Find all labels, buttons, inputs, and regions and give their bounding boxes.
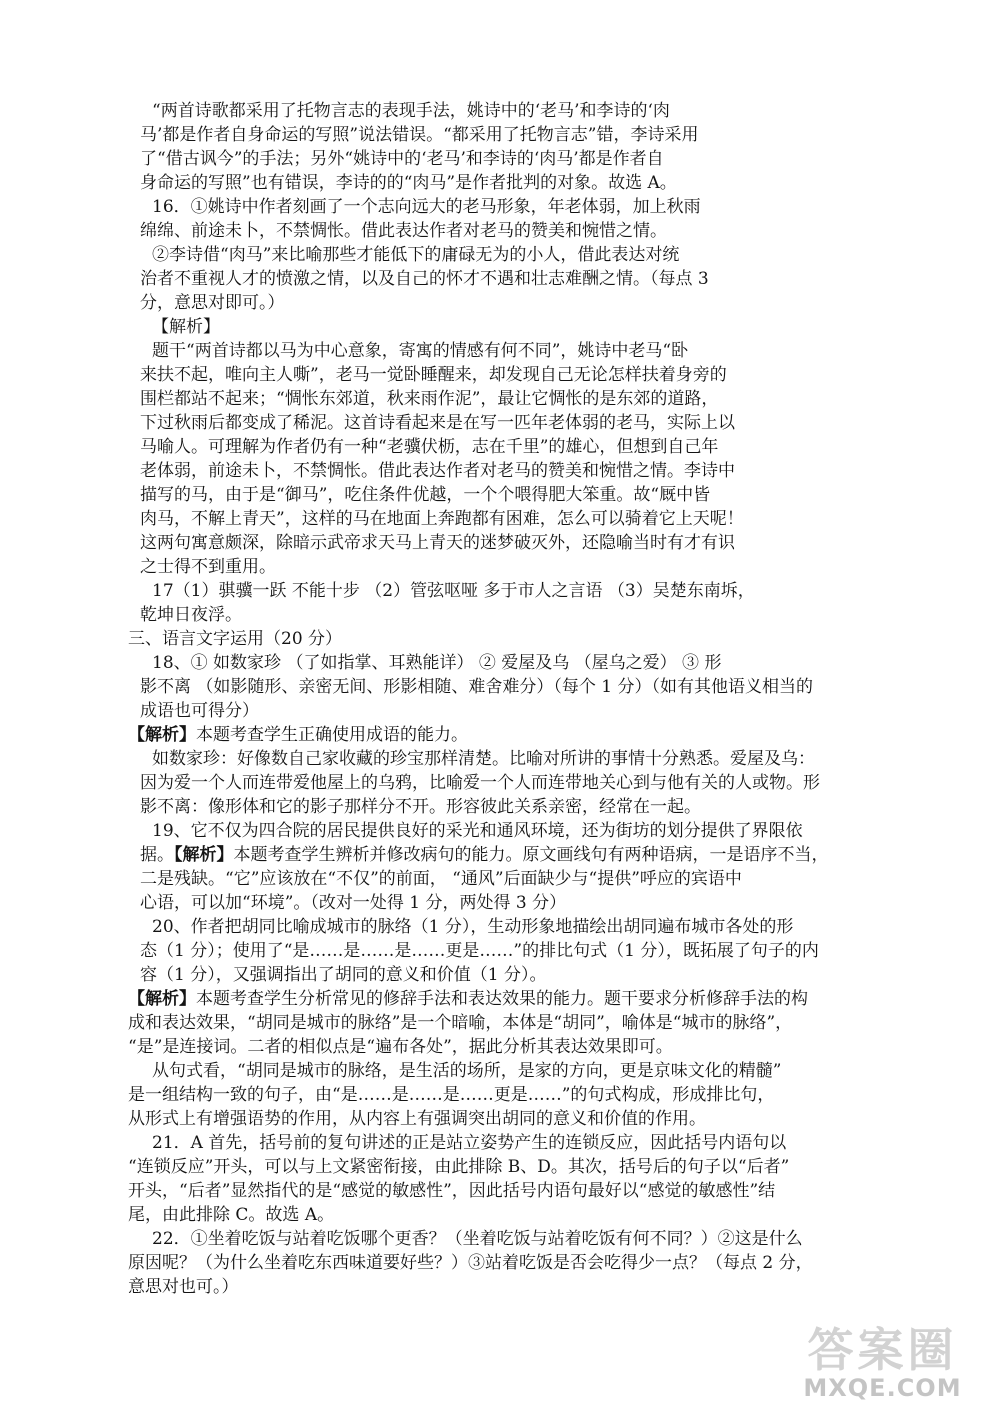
paragraph-line: 原因呢？（为什么坐着吃东西味道要好些？）③站着吃饭是否会吃得少一点？（每点 2 分， xyxy=(128,1253,813,1273)
paragraph-line: 从形式上有增强语势的作用，从内容上有强调突出胡同的意义和价值的作用。 xyxy=(128,1109,706,1129)
paragraph-line: 态（1 分）；使用了“是……是……是……更是……”的排比句式（1 分），既拓展了句子的内 xyxy=(140,941,819,961)
paragraph-line: 意思对也可。） xyxy=(128,1277,239,1297)
paragraph-line: 如数家珍：好像数自己家收藏的珍宝那样清楚。比喻对所讲的事情十分熟悉。爱屋及乌： xyxy=(152,749,815,769)
paragraph-line: 影不离 （如影随形、亲密无间、形影相随、难舍难分）（每个 1 分）（如有其他语义相当的 xyxy=(140,677,814,697)
analysis-text: 本题考查学生辨析并修改病句的能力。原文画线句有两种语病，一是语序不当， xyxy=(233,845,829,865)
paragraph-line: 题干“两首诗都以马为中心意象，寄寓的情感有何不同”，姚诗中老马“卧 xyxy=(152,341,689,361)
watermark-text: 答案圈 xyxy=(807,1323,958,1377)
paragraph-line: 马’都是作者自身命运的写照”说法错误。“都采用了托物言志”错，李诗采用 xyxy=(140,125,699,145)
paragraph-line: 了“借古讽今”的手法；另外“姚诗中的‘老马’和李诗的‘肉马’都是作者自 xyxy=(140,149,664,169)
paragraph-line: 容（1 分），又强调指出了胡同的意义和价值（1 分）。 xyxy=(140,965,547,985)
answer-22-line: 22．①坐着吃饭与站着吃饭哪个更香？（坐着吃饭与站着吃饭有何不同？）②这是什么 xyxy=(152,1229,803,1249)
paragraph-line: “是”是连接词。二者的相似点是“遍布各处”，据此分析其表达效果即可。 xyxy=(128,1037,673,1057)
paragraph-line: 身命运的写照”也有错误，李诗的的“肉马”是作者批判的对象。故选 A。 xyxy=(140,173,677,193)
site-watermark-logo xyxy=(775,1325,990,1405)
answer-21-line: 21．A 首先，括号前的复句讲述的正是站立姿势产生的连锁反应，因此括号内语句以 xyxy=(152,1133,787,1153)
answer-20-line: 20、作者把胡同比喻成城市的脉络（1 分），生动形象地描绘出胡同遍布城市各处的形 xyxy=(152,917,794,937)
paragraph-line: 之士得不到重用。 xyxy=(140,557,276,577)
paragraph-line: 这两句寓意颇深，除暗示武帝求天马上青天的迷梦破灭外，还隐喻当时有才有识 xyxy=(140,533,735,553)
analysis-label: 【解析】 xyxy=(128,725,196,745)
answer-19-line: 19、它不仅为四合院的居民提供良好的采光和通风环境，还为街坊的划分提供了界限依 xyxy=(152,821,803,841)
analysis-line xyxy=(140,843,829,867)
paragraph-line: 肉马，不解上青天”，这样的马在地面上奔跑都有困难，怎么可以骑着它上天呢！ xyxy=(140,509,744,529)
paragraph-line: 治者不重视人才的愤激之情，以及自己的怀才不遇和壮志难酬之情。（每点 3 xyxy=(140,269,709,289)
paragraph-line: 成和表达效果，“胡同是城市的脉络”是一个暗喻，本体是“胡同”，喻体是“城市的脉络”， xyxy=(128,1013,793,1033)
analysis-label: 【解析】 xyxy=(174,845,234,865)
paragraph-line: 绵绵、前途未卜，不禁惆怅。借此表达作者对老马的赞美和惋惜之情。 xyxy=(140,221,667,241)
analysis-text: 本题考查学生正确使用成语的能力。 xyxy=(196,725,468,745)
paragraph-line: 分，意思对即可。） xyxy=(140,293,285,313)
paragraph-line: 描写的马，由于是“御马”，吃住条件优越，一个个喂得肥大笨重。故“厩中皆 xyxy=(140,485,711,505)
answer-17-line: 17（1）骐骥一跃 不能十步 （2）管弦呕哑 多于市人之言语 （3）吴楚东南坼， xyxy=(152,581,755,601)
paragraph-line: 成语也可得分） xyxy=(140,701,259,721)
paragraph-line: 开头，“后者”显然指代的是“感觉的敏感性”，因此括号内语句最好以“感觉的敏感性”结 xyxy=(128,1181,776,1201)
paragraph-line: 下过秋雨后都变成了稀泥。这首诗看起来是在写一匹年老体弱的老马，实际上以 xyxy=(140,413,735,433)
analysis-prefix: 据。 xyxy=(140,845,174,865)
paragraph-line: 因为爱一个人而连带爱他屋上的乌鸦，比喻爱一个人而连带地关心到与他有关的人或物。形 xyxy=(140,773,820,793)
paragraph-line: 乾坤日夜浮。 xyxy=(140,605,242,625)
answer-18-line: 18、① 如数家珍 （了如指掌、耳熟能详） ② 爱屋及乌 （屋乌之爱） ③ 形 xyxy=(152,653,722,673)
paragraph-line: 心语，可以加“环境”。（改对一处得 1 分，两处得 3 分） xyxy=(140,893,567,913)
analysis-label: 【解析】 xyxy=(128,989,196,1009)
paragraph-line: 是一组结构一致的句子，由“是……是……是……更是……”的句式构成，形成排比句， xyxy=(128,1085,775,1105)
paragraph-line: 来扶不起，唯向主人嘶”，老马一觉卧睡醒来，却发现自己无论怎样扶着身旁的 xyxy=(140,365,727,385)
paragraph-line: 二是残缺。“它”应该放在“不仅”的前面， “通风”后面缺少与“提供”呼应的宾语中 xyxy=(140,869,742,889)
analysis-heading: 【解析】 xyxy=(152,317,220,337)
paragraph-line: “两首诗歌都采用了托物言志的表现手法，姚诗中的‘老马’和李诗的‘肉 xyxy=(152,101,670,121)
paragraph-line: 老体弱，前途未卜，不禁惆怅。借此表达作者对老马的赞美和惋惜之情。李诗中 xyxy=(140,461,735,481)
paragraph-line: “连锁反应”开头，可以与上文紧密衔接，由此排除 B、D。其次，括号后的句子以“后者” xyxy=(128,1157,790,1177)
paragraph-line: 影不离：像形体和它的影子那样分不开。形容彼此关系亲密，经常在一起。 xyxy=(140,797,701,817)
paragraph-line: 尾，由此排除 C。故选 A。 xyxy=(128,1205,335,1225)
paragraph-line: 从句式看，“胡同是城市的脉络，是生活的场所，是家的方向，更是京味文化的精髓” xyxy=(152,1061,782,1081)
paragraph-line: ②李诗借“肉马”来比喻那些才能低下的庸碌无为的小人，借此表达对统 xyxy=(152,245,680,265)
section-heading: 三、语言文字运用（20 分） xyxy=(128,629,343,649)
analysis-text: 本题考查学生分析常见的修辞手法和表达效果的能力。题干要求分析修辞手法的构 xyxy=(196,989,808,1009)
analysis-line xyxy=(128,723,468,747)
answer-16-line: 16．①姚诗中作者刻画了一个志向远大的老马形象，年老体弱，加上秋雨 xyxy=(152,197,701,217)
paragraph-line: 围栏都站不起来；“惆怅东郊道，秋来雨作泥”，最让它惆怅的是东郊的道路， xyxy=(140,389,719,409)
watermark-url: MXQE.COM xyxy=(803,1374,962,1402)
analysis-line xyxy=(128,987,808,1011)
paragraph-line: 马喻人。可理解为作者仍有一种“老骥伏枥，志在千里”的雄心，但想到自己年 xyxy=(140,437,719,457)
